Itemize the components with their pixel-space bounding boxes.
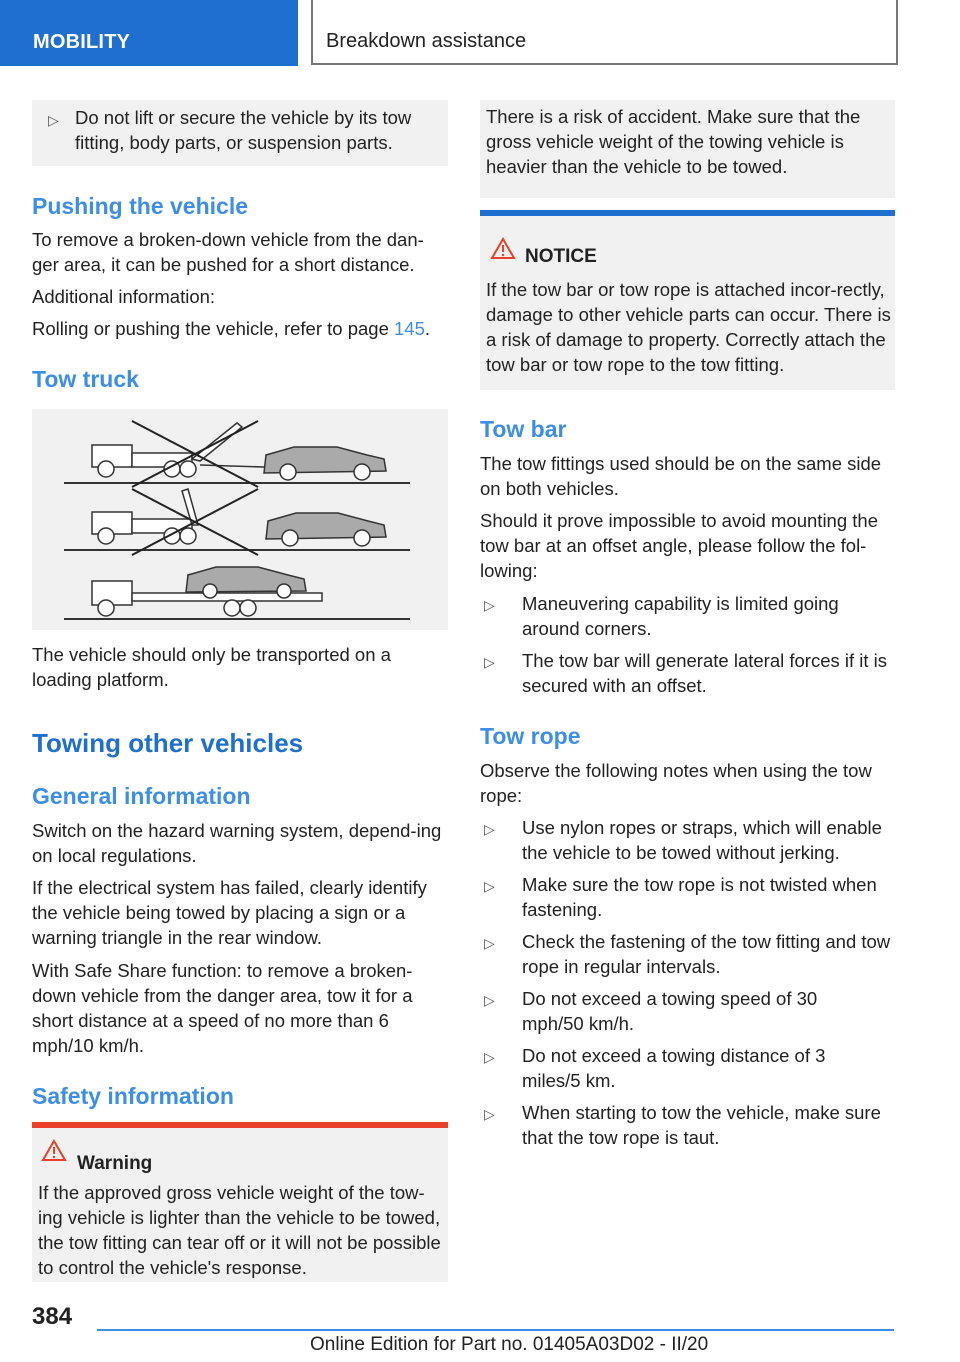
tow-bar-p2: Should it prove impossible to avoid mounting the tow bar at an offset angle, please follow the fol‐lowing: [480,510,878,581]
top-bullet-box [32,100,448,166]
page-title: Breakdown assistance [326,30,527,52]
page-number: 384 [32,1303,73,1330]
notice-triangle-icon [490,237,516,260]
page-link[interactable]: 145 [394,318,425,339]
warning-cont-text: There is a risk of accident. Make sure that the gross vehicle weight of the towing vehicle is heavier than the vehicle to be towed. [486,106,861,177]
car-1 [264,447,386,480]
safety-heading: Safety information [32,1083,234,1109]
triangle-right-icon: ▷ [484,1106,495,1122]
warning-cont-box [480,100,895,198]
pushing-p3 [32,316,448,341]
general-p1: Switch on the hazard warning system, depend‐ing on local regulations. [32,820,442,866]
tow-bar-p1: The tow fittings used should be on the same side on both vehicles. [480,453,882,499]
list-item-text: The tow bar will generate lateral forces if it is secured with an offset. [522,650,888,696]
truck-2 [92,489,198,544]
tow-rope-heading: Tow rope [480,723,581,749]
warning-box [32,1122,448,1282]
edition-text: Online Edition for Part no. 01405A03D02 - II/20 [310,1334,709,1355]
tow-truck-drawing [32,409,448,630]
triangle-right-icon: ▷ [48,112,59,128]
footer-rule [97,1329,894,1331]
triangle-right-icon: ▷ [484,878,495,894]
tow-truck-heading: Tow truck [32,366,139,392]
tow-rope-p1: Observe the following notes when using the tow rope: [480,760,872,806]
tow-bar-heading: Tow bar [480,416,567,442]
general-p3: With Safe Share function: to remove a broken-down vehicle from the danger area, tow it for a short distance at a speed of no more than 6 mph/10 km/h. [32,960,413,1056]
warning-label: Warning [77,1153,153,1174]
pushing-p3-pre: Rolling or pushing the vehicle, refer to page [32,318,394,339]
pushing-p1: To remove a broken-down vehicle from the dan‐ger area, it can be pushed for a short distance. [32,229,424,275]
triangle-right-icon: ▷ [484,597,495,613]
notice-text: If the tow bar or tow rope is attached incor‐rectly, damage to other vehicle parts can occur. There is a risk of damage to property. Correctly attach the tow bar or tow rope to the tow fitting. [486,279,891,375]
triangle-right-icon: ▷ [484,1049,495,1065]
tow-truck-illustration [32,409,448,630]
list-item-text: Do not exceed a towing distance of 3 miles/5 km. [522,1045,826,1091]
list-item-text: Use nylon ropes or straps, which will enable the vehicle to be towed without jerking. [522,817,882,863]
triangle-right-icon: ▷ [484,992,495,1008]
section-label: MOBILITY [33,31,131,53]
notice-label: NOTICE [525,246,597,267]
pushing-p3-post: . [424,318,431,339]
warning-text: If the approved gross vehicle weight of the tow‐ing vehicle is lighter than the vehicle to be towed, the tow fitting can tear off or it will not be possible to control the vehicle's response. [38,1182,441,1278]
towing-heading: Towing other vehicles [32,728,304,758]
triangle-right-icon: ▷ [484,821,495,837]
warning-triangle-icon [41,1139,67,1162]
list-item-text: Maneuvering capability is limited going around corners. [522,593,839,639]
triangle-right-icon: ▷ [484,935,495,951]
tow-truck-caption: The vehicle should only be transported on a loading platform. [32,644,391,690]
top-bullet-text: Do not lift or secure the vehicle by its tow fitting, body parts, or suspension parts. [75,107,412,153]
pushing-p2: Additional information: [32,286,216,307]
list-item-text: Make sure the tow rope is not twisted when fastening. [522,874,877,920]
list-item-text: Do not exceed a towing speed of 30 mph/50 km/h. [522,988,818,1034]
general-info-heading: General information [32,783,251,809]
triangle-right-icon: ▷ [484,654,495,670]
pushing-heading: Pushing the vehicle [32,193,248,219]
list-item-text: Check the fastening of the tow fitting and tow rope in regular intervals. [522,931,891,977]
car-2 [266,513,386,546]
list-item-text: When starting to tow the vehicle, make sure that the tow rope is taut. [522,1102,881,1148]
notice-box [480,210,895,390]
general-p2: If the electrical system has failed, clearly identify the vehicle being towed by placing a sign or a warning triangle in the rear window. [32,877,427,948]
